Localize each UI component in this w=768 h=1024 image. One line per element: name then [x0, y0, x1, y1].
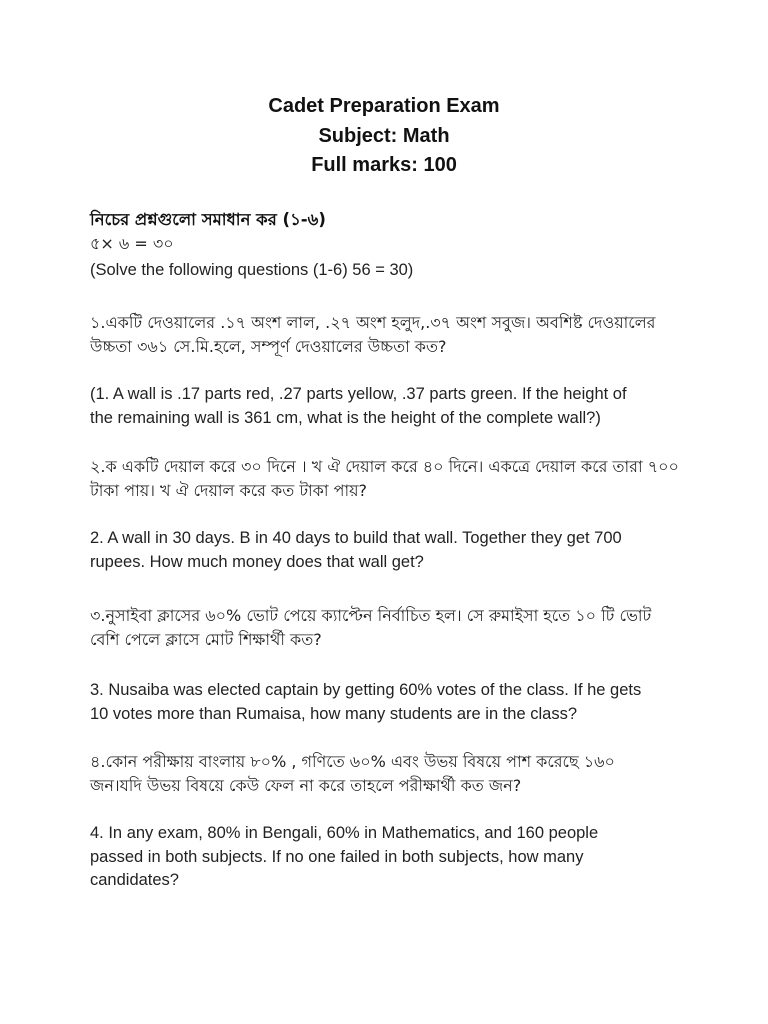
question-4-en-line: 4. In any exam, 80% in Bengali, 60% in Mathematics, and 160 people — [90, 824, 599, 842]
question-4-en-line: candidates? — [90, 871, 179, 889]
question-2-en-line: rupees. How much money does that wall get? — [90, 552, 424, 571]
exam-title: Cadet Preparation Exam — [268, 95, 500, 117]
question-1-bn-line: উচ্চতা ৩৬১ সে.মি.হলে, সম্পূর্ণ দেওয়ালের উচ্চতা কত? — [90, 337, 447, 356]
question-4-bn — [90, 750, 690, 798]
instructions-bn — [90, 208, 690, 256]
question-1-bn-line: ১.একটি দেওয়ালের .১৭ অংশ লাল, .২৭ অংশ হলুদ,.৩৭ অংশ সবুজ। অবশিষ্ট দেওয়ালের — [90, 313, 656, 332]
question-1-en-line: the remaining wall is 361 cm, what is the height of the complete wall?) — [90, 408, 601, 427]
question-2-bn-line: টাকা পায়। খ ঐ দেয়াল করে কত টাকা পায়? — [90, 481, 368, 500]
question-1-bn — [90, 311, 690, 359]
question-4-en-line: passed in both subjects. If no one failed in both subjects, how many — [90, 847, 584, 866]
exam-subject: Subject: Math — [318, 124, 450, 147]
question-3-en-line: 3. Nusaiba was elected captain by getting 60% votes of the class. If he gets — [90, 681, 642, 699]
instructions-bn-marks: ৫× ৬ = ৩০ — [90, 234, 174, 253]
question-2-en-line: 2. A wall in 30 days. B in 40 days to build that wall. Together they get 700 — [90, 529, 622, 547]
question-3-bn — [90, 604, 690, 652]
instructions-en: (Solve the following questions (1-6) 56 = 30) — [90, 261, 414, 279]
question-4-bn-line: জন।যদি উভয় বিষয়ে কেউ ফেল না করে তাহলে পরীক্ষার্থী কত জন? — [90, 776, 522, 795]
question-2-bn — [90, 455, 690, 503]
question-3-en — [90, 679, 690, 726]
exam-header — [0, 92, 768, 181]
exam-full-marks: Full marks: 100 — [311, 154, 457, 176]
question-3-bn-line: বেশি পেলে ক্লাসে মোট শিক্ষার্থী কত? — [90, 630, 322, 649]
question-1-en — [90, 383, 690, 430]
question-4-en — [90, 822, 690, 893]
question-1-en-line: (1. A wall is .17 parts red, .27 parts yellow, .37 parts green. If the height of — [90, 385, 627, 403]
question-2-en — [90, 527, 690, 574]
question-4-bn-line: ৪.কোন পরীক্ষায় বাংলায় ৮০% , গণিতে ৬০% এবং উভয় বিষয়ে পাশ করেছে ১৬০ — [90, 752, 615, 771]
question-2-bn-line: ২.ক একটি দেয়াল করে ৩০ দিনে । খ ঐ দেয়াল করে ৪০ দিনে। একত্রে দেয়াল করে তারা ৭০০ — [90, 457, 679, 476]
question-3-en-line: 10 votes more than Rumaisa, how many students are in the class? — [90, 704, 577, 723]
instructions-bn-title: নিচের প্রশ্নগুলো সমাধান কর (১-৬) — [90, 210, 326, 229]
question-3-bn-line: ৩.নুসাইবা ক্লাসের ৬০% ভোট পেয়ে ক্যাপ্টেন নির্বাচিত হল। সে রুমাইসা হতে ১০ টি ভোট — [90, 606, 652, 625]
